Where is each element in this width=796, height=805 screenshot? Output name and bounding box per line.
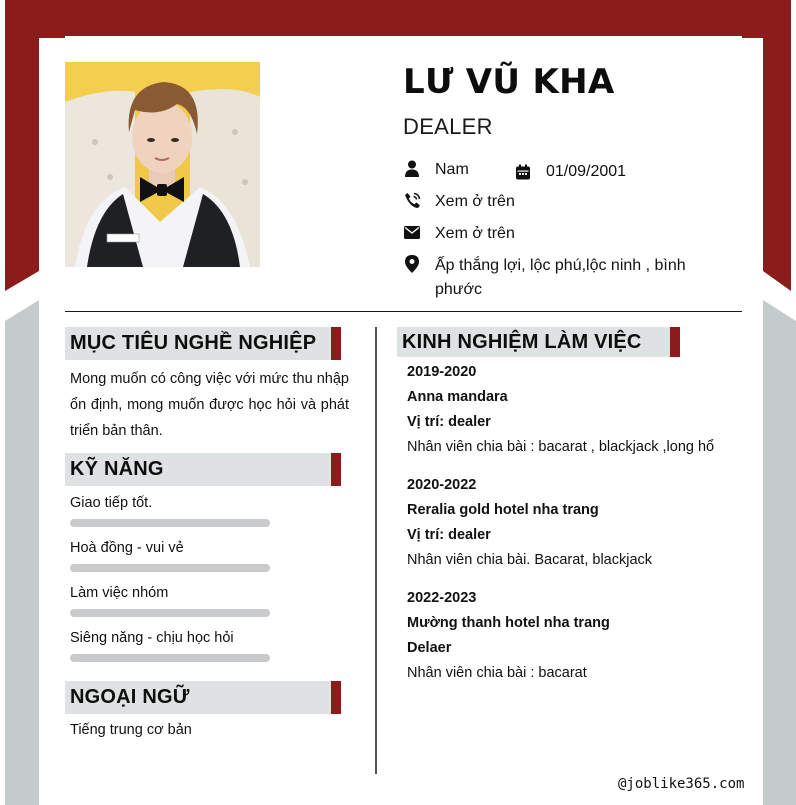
experience-company: Anna mandara (407, 389, 508, 405)
candidate-name: LƯ VŨ KHA (403, 62, 615, 102)
experience-entry (407, 586, 737, 686)
skill-label: Giao tiếp tốt. (70, 495, 153, 511)
language-item: Tiếng trung cơ bản (70, 722, 192, 738)
job-title: DEALER (403, 114, 493, 139)
experience-years: 2019-2020 (407, 364, 477, 380)
phone-icon (403, 191, 421, 209)
profile-photo (65, 62, 260, 267)
experience-accent-bar (670, 327, 680, 357)
birthdate-row (514, 160, 626, 184)
birthdate-value: 01/09/2001 (546, 163, 627, 180)
experience-description: Nhân viên chia bài : bacarat , blackjack ,long hổ (407, 439, 715, 455)
experience-years: 2020-2022 (407, 477, 477, 493)
experience-header (397, 327, 680, 357)
experience-position: Vị trí: dealer (407, 414, 491, 430)
person-icon (403, 159, 421, 177)
experience-entry (407, 360, 737, 460)
phone-value: Xem ở trên (435, 193, 515, 210)
email-icon (403, 223, 421, 241)
skills-header (65, 453, 341, 486)
skill-label: Làm việc nhóm (70, 585, 169, 601)
email-value: Xem ở trên (435, 225, 515, 242)
gender-value: Nam (435, 161, 469, 178)
header-divider (65, 311, 742, 312)
experience-description: Nhân viên chia bài. Bacarat, blackjack (407, 552, 653, 568)
objective-text: Mong muốn có công việc với mức thu nhập ổn định, mong muốn được học hỏi và phát triển bản thân. (70, 371, 349, 439)
experience-description: Nhân viên chia bài : bacarat (407, 665, 587, 681)
languages-header (65, 681, 341, 714)
skills-title: KỸ NĂNG (70, 458, 164, 480)
experience-entry (407, 473, 737, 573)
calendar-icon (514, 163, 532, 181)
objective-title: MỤC TIÊU NGHỀ NGHIỆP (70, 332, 317, 354)
experience-years: 2022-2023 (407, 590, 477, 606)
experience-title: KINH NGHIỆM LÀM VIỆC (402, 330, 642, 353)
column-divider (375, 327, 377, 774)
skill-level-bar (70, 654, 270, 662)
gender-row (403, 158, 469, 182)
watermark: @joblike365.com (618, 776, 745, 792)
top-line (65, 36, 742, 38)
address-row (403, 254, 723, 302)
address-value: Ấp thắng lợi, lộc phú,lộc ninh , bình phước (435, 257, 686, 298)
experience-company: Reralia gold hotel nha trang (407, 502, 599, 518)
skill-level-bar (70, 609, 270, 617)
skill-label: Hoà đồng - vui vẻ (70, 540, 184, 556)
objective-header (65, 327, 341, 360)
phone-row (403, 190, 515, 214)
skills-accent-bar (331, 453, 341, 486)
location-icon (403, 255, 421, 273)
skill-label: Siêng năng - chịu học hỏi (70, 630, 234, 646)
languages-accent-bar (331, 681, 341, 714)
languages-title: NGOẠI NGỮ (70, 686, 190, 708)
objective-accent-bar (331, 327, 341, 360)
email-row (403, 222, 515, 246)
experience-position: Delaer (407, 640, 452, 656)
experience-company: Mường thanh hotel nha trang (407, 615, 610, 631)
skill-level-bar (70, 564, 270, 572)
skill-level-bar (70, 519, 270, 527)
experience-position: Vị trí: dealer (407, 527, 491, 543)
